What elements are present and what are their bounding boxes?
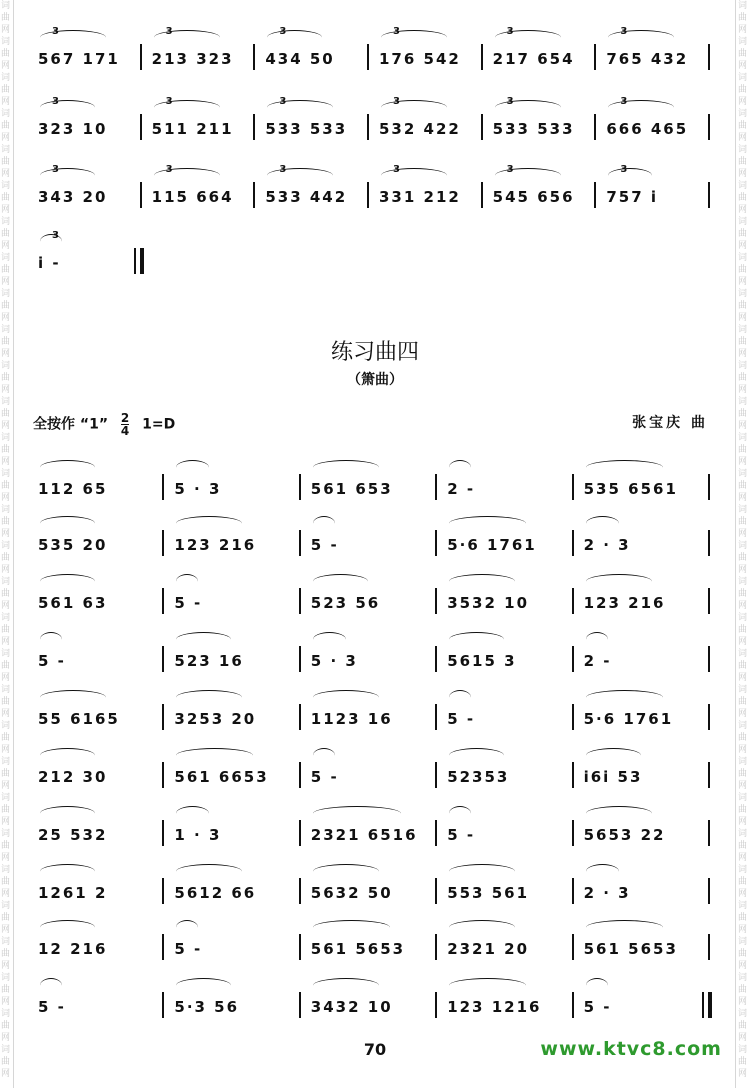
- measure-notes: 561 5653: [583, 940, 678, 958]
- barline: [435, 878, 437, 904]
- triplet-mark: 3: [52, 26, 59, 37]
- measure-notes: 561 653: [310, 480, 393, 498]
- barline: [435, 992, 437, 1018]
- measure-notes: 343 20: [38, 188, 108, 206]
- barline: [435, 530, 437, 556]
- slur-mark: [176, 864, 242, 879]
- measure-notes: 553 561: [447, 884, 530, 902]
- score-system: [30, 458, 720, 508]
- measure-notes: 561 6653: [174, 768, 269, 786]
- barline: [299, 820, 301, 846]
- slur-mark: [313, 920, 390, 935]
- measure-notes: 5615 3: [447, 652, 517, 670]
- measure-notes: 115 664: [151, 188, 234, 206]
- barline: [162, 474, 164, 500]
- triplet-mark: 3: [620, 26, 628, 37]
- score-system: [30, 976, 720, 1026]
- measure-notes: 2 · 3: [583, 884, 631, 902]
- triplet-mark: 3: [620, 96, 628, 107]
- barline: [572, 704, 574, 730]
- slur-mark: [40, 920, 95, 935]
- site-watermark: www.ktvc8.com: [540, 1038, 722, 1060]
- barline: [572, 530, 574, 556]
- slur-mark: [313, 460, 379, 475]
- slur-mark: [313, 748, 335, 763]
- triplet-mark: 3: [620, 164, 628, 175]
- slur-mark: [40, 864, 95, 879]
- measure-notes: 5 -: [447, 710, 476, 728]
- slur-mark: [313, 806, 401, 821]
- barline: [162, 762, 164, 788]
- barline: [708, 474, 710, 500]
- slur-mark: [40, 632, 62, 647]
- barline: [162, 934, 164, 960]
- triplet-mark: 3: [506, 26, 514, 37]
- score-system: [30, 746, 720, 796]
- key-signature: 1=D: [142, 416, 176, 433]
- measure-notes: 5632 50: [310, 884, 393, 902]
- measure-notes: 532 422: [379, 120, 461, 138]
- barline: [708, 820, 710, 846]
- measure-notes: 2 · 3: [583, 536, 631, 554]
- slur-mark: [40, 690, 106, 705]
- measure-notes: 123 216: [583, 594, 666, 612]
- measure-notes: 561 5653: [310, 940, 406, 958]
- slur-mark: [176, 978, 231, 993]
- measure-notes: 535 6561: [583, 480, 678, 498]
- measure-notes: 5 · 3: [310, 652, 358, 670]
- measure-notes: i -: [38, 254, 61, 272]
- slur-mark: [586, 690, 663, 705]
- barline: [435, 646, 437, 672]
- slur-mark: [586, 864, 619, 879]
- barline: [162, 820, 164, 846]
- triplet-mark: 3: [52, 96, 59, 107]
- measure-notes: 2 -: [583, 652, 612, 670]
- slur-mark: [313, 632, 346, 647]
- slur-mark: [176, 806, 209, 821]
- measure-notes: 55 6165: [38, 710, 120, 728]
- slur-mark: [40, 574, 95, 589]
- score-system: [30, 804, 720, 854]
- barline: [572, 992, 574, 1018]
- barline: [435, 762, 437, 788]
- measure-notes: 3253 20: [174, 710, 257, 728]
- score-system: [30, 918, 720, 968]
- measure-notes: 123 1216: [447, 998, 542, 1016]
- triplet-mark: 3: [279, 164, 287, 175]
- slur-mark: [449, 920, 515, 935]
- measure-notes: 535 20: [38, 536, 108, 554]
- barline: [299, 704, 301, 730]
- measure-notes: 112 65: [38, 480, 108, 498]
- slur-mark: [176, 690, 242, 705]
- triplet-mark: 3: [279, 26, 287, 37]
- measure-notes: 434 50: [265, 50, 335, 68]
- slur-mark: [313, 864, 379, 879]
- measure-notes: 757 i: [606, 188, 659, 206]
- barline: [299, 762, 301, 788]
- barline: [708, 762, 710, 788]
- barline: [708, 934, 710, 960]
- barline: [299, 646, 301, 672]
- measure-notes: 523 16: [174, 652, 244, 670]
- slur-mark: [449, 806, 471, 821]
- triplet-mark: 3: [393, 26, 400, 37]
- measure-notes: 12 216: [38, 940, 108, 958]
- piece-subtitle: （箫曲）: [347, 372, 403, 388]
- measure-notes: 5 -: [583, 998, 612, 1016]
- measure-notes: 666 465: [606, 120, 689, 138]
- measure-notes: 5·3 56: [174, 998, 240, 1016]
- measure-notes: 567 171: [38, 50, 120, 68]
- slur-mark: [176, 460, 209, 475]
- measure-notes: 533 442: [265, 188, 348, 206]
- measure-notes: 217 654: [492, 50, 575, 68]
- measure-notes: i6i 53: [583, 768, 643, 786]
- measure-notes: 5 -: [447, 826, 476, 844]
- measure-notes: 533 533: [265, 120, 348, 138]
- slur-mark: [313, 690, 379, 705]
- slur-mark: [449, 690, 471, 705]
- barline: [162, 704, 164, 730]
- slur-mark: [586, 748, 641, 763]
- slur-mark: [586, 574, 652, 589]
- triplet-mark: 3: [506, 96, 514, 107]
- slur-mark: [313, 516, 335, 531]
- key-signature-line: [33, 412, 175, 437]
- score-system: [30, 514, 720, 564]
- score-system: [30, 688, 720, 738]
- slur-mark: [176, 574, 198, 589]
- slur-mark: [586, 632, 608, 647]
- measure-notes: 5·6 1761: [583, 710, 674, 728]
- measure-notes: 5653 22: [583, 826, 666, 844]
- measure-notes: 1 · 3: [174, 826, 222, 844]
- triplet-mark: 3: [165, 96, 173, 107]
- barline: [572, 878, 574, 904]
- measure-notes: 1261 2: [38, 884, 108, 902]
- barline: [435, 588, 437, 614]
- barline: [572, 934, 574, 960]
- barline: [572, 588, 574, 614]
- measure-notes: 212 30: [38, 768, 108, 786]
- measure-notes: 533 533: [492, 120, 575, 138]
- barline: [162, 530, 164, 556]
- triplet-mark: 3: [393, 164, 400, 175]
- barline: [435, 704, 437, 730]
- time-signature: [121, 412, 129, 437]
- measure-notes: 765 432: [606, 50, 689, 68]
- slur-mark: [40, 460, 95, 475]
- slur-mark: [449, 516, 526, 531]
- measure-notes: 2 -: [447, 480, 476, 498]
- slur-mark: [449, 632, 504, 647]
- slur-mark: [449, 460, 471, 475]
- barline: [299, 474, 301, 500]
- triplet-mark: 3: [52, 164, 59, 175]
- piece-title: 练习曲四: [330, 340, 419, 365]
- barline: [708, 704, 710, 730]
- barline: [299, 934, 301, 960]
- measure-notes: 3432 10: [310, 998, 393, 1016]
- barline: [162, 646, 164, 672]
- triplet-mark: 3: [393, 96, 400, 107]
- slur-mark: [176, 748, 253, 763]
- slur-mark: [40, 978, 62, 993]
- barline: [299, 878, 301, 904]
- slur-mark: [449, 864, 515, 879]
- measure-notes: 123 216: [174, 536, 257, 554]
- final-barline-thin: [702, 992, 704, 1018]
- measure-notes: 25 532: [38, 826, 108, 844]
- measure-notes: 176 542: [379, 50, 461, 68]
- slur-mark: [40, 516, 95, 531]
- measure-notes: 3532 10: [447, 594, 530, 612]
- barline: [708, 878, 710, 904]
- slur-mark: [176, 920, 198, 935]
- measure-notes: 5 -: [310, 536, 339, 554]
- measure-notes: 5 -: [310, 768, 339, 786]
- measure-notes: 5612 66: [174, 884, 257, 902]
- triplet-mark: 3: [52, 230, 59, 241]
- barline: [708, 530, 710, 556]
- triplet-mark: 3: [279, 96, 287, 107]
- measure-notes: 213 323: [151, 50, 234, 68]
- slur-mark: [313, 978, 379, 993]
- barline: [435, 820, 437, 846]
- triplet-mark: 3: [506, 164, 514, 175]
- measure-notes: 5·6 1761: [447, 536, 537, 554]
- measure-notes: 545 656: [492, 188, 575, 206]
- slur-mark: [449, 748, 504, 763]
- measure-notes: 5 -: [38, 652, 66, 670]
- slur-mark: [449, 574, 515, 589]
- barline: [299, 992, 301, 1018]
- measure-notes: 2321 6516: [310, 826, 418, 844]
- score-system: [30, 862, 720, 912]
- triplet-mark: 3: [165, 26, 173, 37]
- slur-mark: [313, 574, 368, 589]
- measure-notes: 331 212: [379, 188, 461, 206]
- barline: [435, 474, 437, 500]
- barline: [572, 474, 574, 500]
- triplet-mark: 3: [165, 164, 173, 175]
- watermark-left: 词曲网词曲网词曲网词曲网词曲网词曲网词曲网词曲网词曲网词曲网词曲网词曲网词曲网词曲网词曲网词曲网词曲网词曲网词曲网词曲网词曲网词曲网词曲网词曲网词曲网词曲网词曲网词曲网词曲网词曲网: [1, 1, 11, 1079]
- watermark-right: 词曲网词曲网词曲网词曲网词曲网词曲网词曲网词曲网词曲网词曲网词曲网词曲网词曲网词曲网词曲网词曲网词曲网词曲网词曲网词曲网词曲网词曲网词曲网词曲网词曲网词曲网词曲网词曲网词曲网词曲网: [738, 1, 748, 1079]
- measure-notes: 323 10: [38, 120, 108, 138]
- barline: [299, 530, 301, 556]
- measure-notes: 5 -: [38, 998, 66, 1016]
- measure-notes: 561 63: [38, 594, 108, 612]
- barline: [572, 820, 574, 846]
- measure-notes: 5 -: [174, 594, 203, 612]
- time-signature-denominator: 4: [120, 424, 130, 438]
- slur-mark: [586, 920, 663, 935]
- barline: [572, 762, 574, 788]
- slur-mark: [40, 748, 95, 763]
- score-system: [30, 630, 720, 680]
- barline: [299, 588, 301, 614]
- barline: [162, 878, 164, 904]
- measure-notes: 511 211: [151, 120, 234, 138]
- final-barline: [708, 992, 712, 1018]
- composer-credit: 张宝庆 曲: [632, 415, 708, 431]
- slur-mark: [586, 516, 619, 531]
- barline: [708, 646, 710, 672]
- barline: [435, 934, 437, 960]
- barline: [708, 588, 710, 614]
- slur-mark: [586, 978, 608, 993]
- slur-mark: [176, 632, 231, 647]
- slur-mark: [449, 978, 526, 993]
- measure-notes: 2321 20: [447, 940, 530, 958]
- barline: [162, 588, 164, 614]
- slur-mark: [40, 806, 95, 821]
- measure-notes: 1123 16: [310, 710, 393, 728]
- slur-mark: [586, 460, 663, 475]
- time-signature-numerator: 2: [120, 411, 130, 425]
- score-system: [30, 572, 720, 622]
- fingering-note: 全按作 “1”: [33, 416, 109, 433]
- slur-mark: [176, 516, 242, 531]
- barline: [572, 646, 574, 672]
- slur-mark: [586, 806, 652, 821]
- measure-notes: 5 -: [174, 940, 203, 958]
- measure-notes: 523 56: [310, 594, 381, 612]
- measure-notes: 5 · 3: [174, 480, 222, 498]
- barline: [162, 992, 164, 1018]
- page-number: 70: [363, 1040, 387, 1059]
- measure-notes: 52353: [447, 768, 510, 786]
